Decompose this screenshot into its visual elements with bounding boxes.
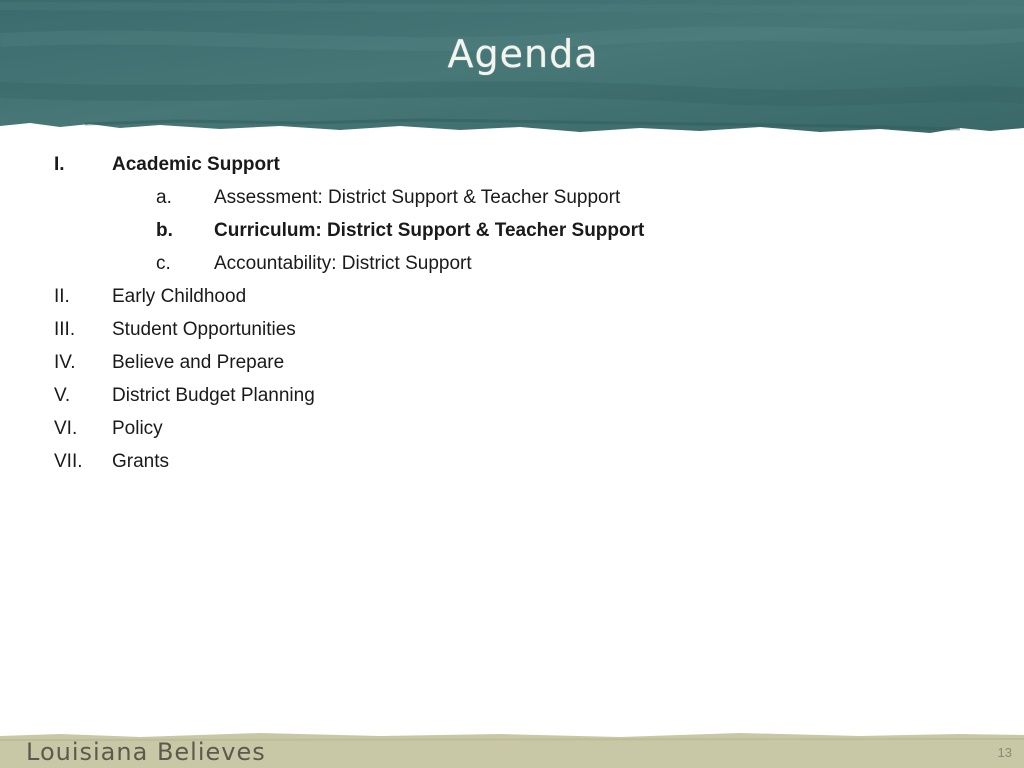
page-number: 13 — [997, 745, 1012, 760]
agenda-subitem-letter: c. — [156, 253, 171, 274]
agenda-item — [0, 445, 1024, 478]
agenda-subitem-label: Assessment: District Support & Teacher Support — [214, 187, 621, 208]
agenda-item-number: III. — [54, 319, 76, 340]
agenda-item-label: Student Opportunities — [112, 319, 296, 340]
brand-logo-text: Louisiana Believes — [26, 738, 266, 766]
agenda-subitem — [0, 247, 1024, 280]
agenda-item-number: I. — [54, 154, 65, 175]
agenda-item-number: VI. — [54, 418, 78, 439]
agenda-subitem — [0, 181, 1024, 214]
agenda-item — [0, 148, 1024, 181]
agenda-item-label: Believe and Prepare — [112, 352, 285, 373]
page-title: Agenda — [447, 32, 599, 76]
footer-strip — [0, 730, 1024, 768]
agenda-list — [0, 148, 1024, 478]
agenda-subitem-letter: b. — [156, 220, 173, 241]
agenda-item — [0, 412, 1024, 445]
agenda-subitem-label: Accountability: District Support — [214, 253, 472, 274]
agenda-item-number: II. — [54, 286, 70, 307]
agenda-item — [0, 313, 1024, 346]
agenda-item-label: District Budget Planning — [112, 385, 315, 406]
agenda-item-number: V. — [54, 385, 71, 406]
agenda-subitem — [0, 214, 1024, 247]
agenda-subitem-letter: a. — [156, 187, 172, 208]
agenda-item-label: Grants — [112, 451, 170, 472]
agenda-item — [0, 280, 1024, 313]
agenda-item-number: IV. — [54, 352, 76, 373]
agenda-item-label: Academic Support — [112, 154, 280, 175]
agenda-item — [0, 379, 1024, 412]
agenda-item-number: VII. — [54, 451, 83, 472]
agenda-item-label: Policy — [112, 418, 163, 439]
chalkboard-header — [0, 0, 1024, 140]
agenda-subitem-label: Curriculum: District Support & Teacher Support — [214, 220, 645, 241]
agenda-item — [0, 346, 1024, 379]
agenda-item-label: Early Childhood — [112, 286, 247, 307]
